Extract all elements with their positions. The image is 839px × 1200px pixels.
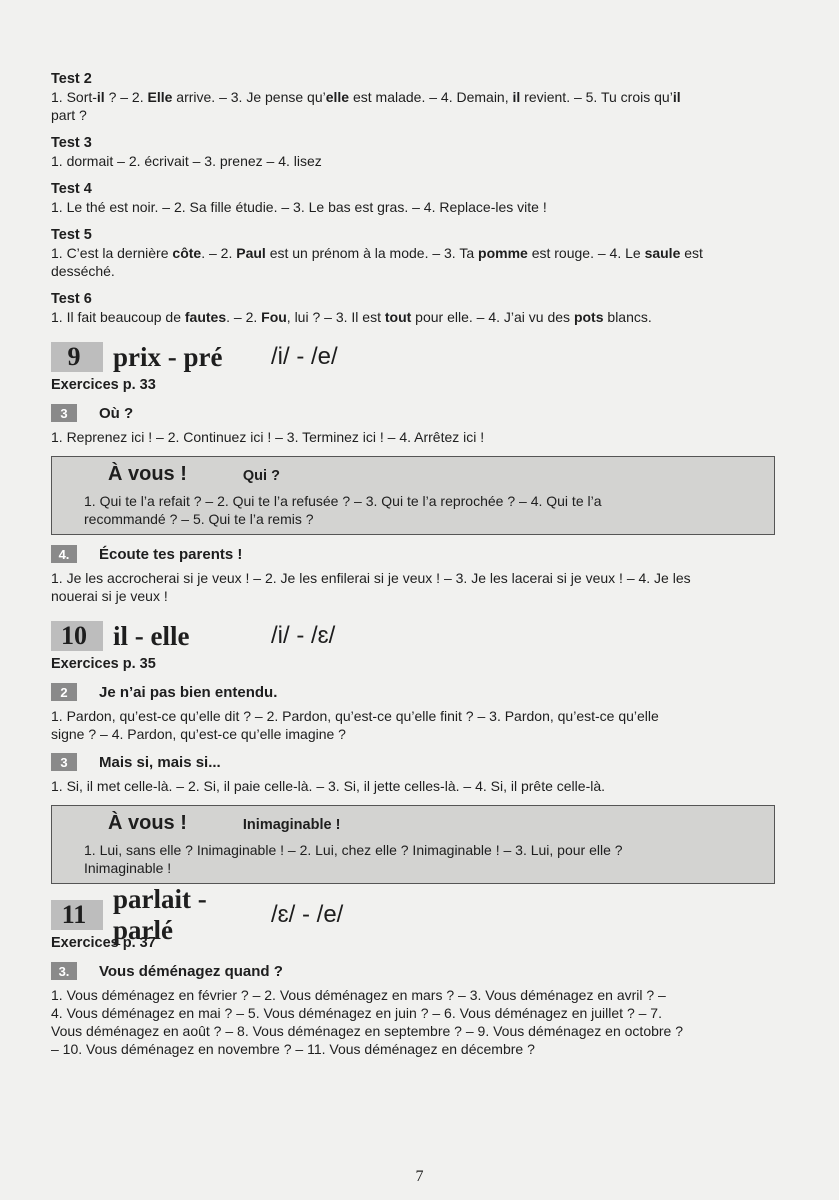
answer-text: 1. Sort- xyxy=(51,89,97,105)
answer-text: part ? xyxy=(51,107,87,123)
exercices-ref: Exercices p. 33 xyxy=(51,377,156,393)
test-block xyxy=(51,70,775,124)
exercices-ref: Exercices p. 37 xyxy=(51,935,156,951)
answer-text: 1. Il fait beaucoup de xyxy=(51,309,185,325)
answer-line: 1. Si, il met celle-là. – 2. Si, il paie celle-là. – 3. Si, il jette celles-là. – 4. Si, il prête celle-là. xyxy=(51,778,606,794)
a-vous-header xyxy=(84,812,764,835)
answer-text: 1. dormait – 2. écrivait – 3. prenez – 4. lisez xyxy=(51,153,322,169)
lesson-title: il - elle xyxy=(113,620,190,651)
answer-line: signe ? – 4. Pardon, qu’est-ce qu’elle imagine ? xyxy=(51,726,346,742)
test-label: Test 4 xyxy=(51,181,92,197)
test-block xyxy=(51,180,775,216)
answer-text: 1. Le thé est noir. – 2. Sa fille étudie. – 3. Le bas est gras. – 4. Replace-les vite ! xyxy=(51,199,547,215)
exercise-number-badge: 3 xyxy=(51,753,77,771)
test-label: Test 6 xyxy=(51,291,92,307)
test-label: Test 2 xyxy=(51,71,92,87)
exercise-number-badge: 4. xyxy=(51,545,77,563)
test-label: Test 3 xyxy=(51,135,92,151)
target-word: pots xyxy=(573,309,604,325)
target-word: Paul xyxy=(236,245,266,261)
test-label: Test 5 xyxy=(51,227,92,243)
a-vous-subtitle: Inimaginable ! xyxy=(242,817,341,833)
exercices-ref: Exercices p. 35 xyxy=(51,656,156,672)
a-vous-box xyxy=(51,456,775,535)
answer-text: , lui ? – 3. Il est xyxy=(286,309,385,325)
lesson-title: prix - pré xyxy=(113,341,223,372)
answer-text: arrive. – 3. Je pense qu’ xyxy=(172,89,326,105)
test-answer-line xyxy=(51,106,775,124)
page-content xyxy=(51,70,775,1058)
answer-text: 1. C’est la dernière xyxy=(51,245,173,261)
answer-line: Vous déménagez en août ? – 8. Vous déménagez en septembre ? – 9. Vous déménagez en octobre ? xyxy=(51,1023,684,1039)
test-answer-line xyxy=(51,198,775,216)
exercise-answers xyxy=(51,428,775,446)
answer-text: ? – 2. xyxy=(104,89,148,105)
exercise-header xyxy=(51,961,775,981)
exercise-header xyxy=(51,403,775,423)
a-vous-title: À vous ! xyxy=(108,812,187,834)
tests-section xyxy=(51,70,775,326)
lesson-number: 11 xyxy=(51,900,103,930)
answer-line: nouerai si je veux ! xyxy=(51,588,168,604)
lessons-section xyxy=(51,340,775,1058)
a-vous-title: À vous ! xyxy=(108,463,187,485)
answer-line: 1. Pardon, qu’est-ce qu’elle dit ? – 2. Pardon, qu’est-ce qu’elle finit ? – 3. Pardon, qu’est-ce qu’elle xyxy=(51,708,659,724)
exercise-header xyxy=(51,544,775,564)
lesson-title: parlait - parlé xyxy=(113,884,207,945)
target-word: elle xyxy=(325,89,350,105)
test-block xyxy=(51,290,775,326)
answer-text: est un prénom à la mode. – 3. Ta xyxy=(265,245,479,261)
lesson-phonetics: /i/ - /ɛ/ xyxy=(271,622,336,649)
answer-line: 1. Lui, sans elle ? Inimaginable ! – 2. Lui, chez elle ? Inimaginable ! – 3. Lui, pour elle ? xyxy=(84,842,623,858)
target-word: saule xyxy=(644,245,681,261)
answer-line: 1. Reprenez ici ! – 2. Continuez ici ! – 3. Terminez ici ! – 4. Arrêtez ici ! xyxy=(51,429,485,445)
answer-line: 1. Je les accrocherai si je veux ! – 2. Je les enfilerai si je veux ! – 3. Je les lacerai si je veux ! – 4. Je les xyxy=(51,570,691,586)
exercise-header xyxy=(51,682,775,702)
answer-line: 1. Qui te l’a refait ? – 2. Qui te l’a refusée ? – 3. Qui te l’a reprochée ? – 4. Qui te l’a xyxy=(84,493,602,509)
answer-line: 4. Vous déménagez en mai ? – 5. Vous déménagez en juin ? – 6. Vous déménagez en juillet ? – 7. xyxy=(51,1005,662,1021)
test-block xyxy=(51,134,775,170)
exercise-title: Écoute tes parents ! xyxy=(99,545,243,563)
exercise-title: Mais si, mais si... xyxy=(99,753,221,771)
exercise-header xyxy=(51,752,775,772)
answer-text: . – 2. xyxy=(226,309,262,325)
answer-text: est xyxy=(680,245,703,261)
answer-line: – 10. Vous déménagez en novembre ? – 11. Vous déménagez en décembre ? xyxy=(51,1041,535,1057)
exercise-answers xyxy=(51,777,775,795)
test-answer-line xyxy=(51,244,775,262)
target-word: Fou xyxy=(261,309,287,325)
test-answer-line xyxy=(51,88,775,106)
test-answer-line xyxy=(51,152,775,170)
a-vous-answers xyxy=(84,841,764,877)
exercise-title: Vous déménagez quand ? xyxy=(99,962,283,980)
a-vous-subtitle: Qui ? xyxy=(242,468,280,484)
answer-text: revient. – 5. Tu crois qu’ xyxy=(520,89,673,105)
target-word: fautes xyxy=(184,309,227,325)
target-word: tout xyxy=(384,309,412,325)
lesson-number: 9 xyxy=(51,342,103,372)
lesson-phonetics: /ɛ/ - /e/ xyxy=(271,901,344,928)
test-block xyxy=(51,226,775,280)
answer-text: . – 2. xyxy=(201,245,237,261)
answer-line: Inimaginable ! xyxy=(84,860,172,876)
lesson-header xyxy=(51,619,775,653)
answer-text: est malade. – 4. Demain, xyxy=(349,89,513,105)
a-vous-box xyxy=(51,805,775,884)
target-word: pomme xyxy=(478,245,528,261)
answer-text: blancs. xyxy=(603,309,652,325)
exercise-number-badge: 2 xyxy=(51,683,77,701)
exercise-answers xyxy=(51,569,775,605)
lesson-number: 10 xyxy=(51,621,103,651)
page-number: 7 xyxy=(415,1168,424,1185)
test-answer-line xyxy=(51,262,775,280)
lesson-header xyxy=(51,340,775,374)
exercise-number-badge: 3 xyxy=(51,404,77,422)
exercise-title: Où ? xyxy=(99,404,134,422)
answer-line: 1. Vous déménagez en février ? – 2. Vous déménagez en mars ? – 3. Vous déménagez en avril ? – xyxy=(51,987,666,1003)
lesson-phonetics: /i/ - /e/ xyxy=(271,343,338,370)
target-word: il xyxy=(512,89,521,105)
exercise-answers xyxy=(51,986,775,1058)
target-word: Elle xyxy=(147,89,173,105)
exercise-number-badge: 3. xyxy=(51,962,77,980)
answer-text: est rouge. – 4. Le xyxy=(527,245,645,261)
exercise-title: Je n’ai pas bien entendu. xyxy=(99,683,278,701)
a-vous-answers xyxy=(84,492,764,528)
answer-text: desséché. xyxy=(51,263,115,279)
answer-text: pour elle. – 4. J’ai vu des xyxy=(411,309,574,325)
test-answer-line xyxy=(51,308,775,326)
target-word: il xyxy=(96,89,105,105)
target-word: il xyxy=(672,89,681,105)
answer-line: recommandé ? – 5. Qui te l’a remis ? xyxy=(84,511,314,527)
a-vous-header xyxy=(84,463,764,486)
exercise-answers xyxy=(51,707,775,743)
target-word: côte xyxy=(172,245,202,261)
